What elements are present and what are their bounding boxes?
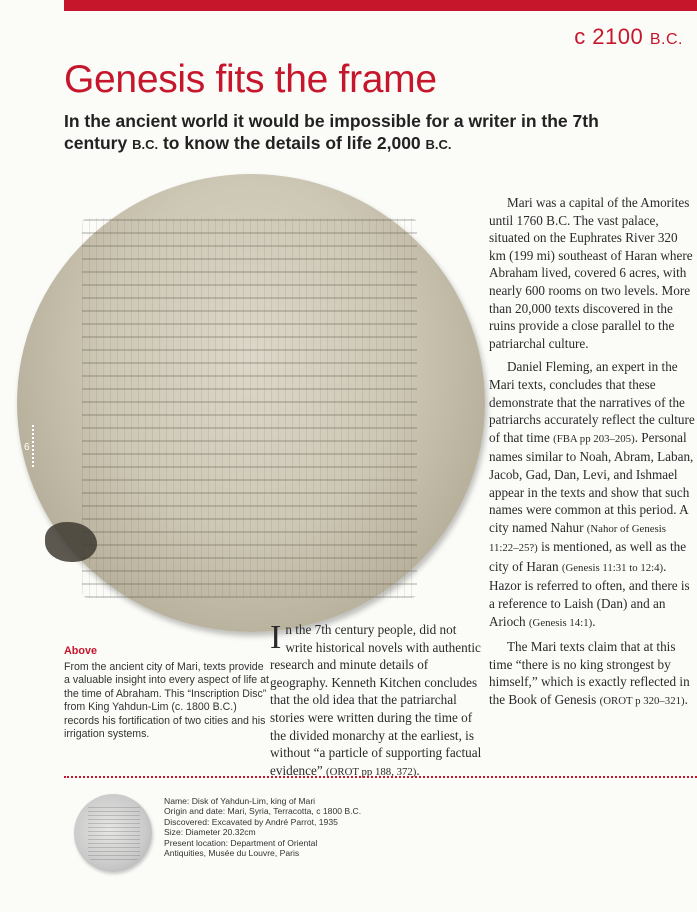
caption-text: From the ancient city of Mari, texts provide a valuable insight into every aspect of life at the time of Abraham. This “Inscription Disc” from King Yahdun-Lim (c. 1800 B.C.) records his fortification of two cities and his irrigation systems. — [64, 660, 269, 740]
era-date: c 2100 B.C. — [574, 24, 683, 49]
dotted-divider — [64, 776, 697, 778]
page-title: Genesis fits the frame — [64, 58, 437, 101]
meta-discovered: Discovered: Excavated by André Parrot, 1935 — [164, 816, 338, 827]
meta-size: Size: Diameter 20.32cm — [164, 827, 256, 838]
drop-cap: I — [270, 619, 282, 656]
image-caption — [64, 645, 269, 742]
article-column-right — [489, 194, 695, 717]
artifact-metadata — [164, 796, 484, 858]
article-paragraph-2: Daniel Fleming, an expert in the Mari texts, concludes that these demonstrate that the narratives of the patriarchs accurately reflect the culture of that time (FBA pp 203–205). Personal names similar to Noah, Abram, Laban, Jacob, Gad, Dan, Levi, and Ishmael appear in the texts and show that such names were common at this period. A city named Nahur (Nahor of Genesis 11:22–25?) is mentioned, as well as the city of Haran (Genesis 11:31 to 12:4). Hazor is referred to often, and there is a reference to Laish (Dan) and an Arioch (Genesis 14:1). — [489, 359, 695, 629]
meta-location-2: Antiquities, Musée du Louvre, Paris — [164, 848, 300, 859]
cuneiform-inscription — [82, 218, 417, 598]
article-paragraph-3: The Mari texts claim that at this time “there is no king strongest by himself,” which is exactly reflected in the Book of Genesis (OROT p 320–321). — [489, 639, 690, 708]
meta-name: Name: Disk of Yahdun-Lim, king of Mari — [164, 796, 316, 806]
page-number: 6 — [24, 442, 30, 453]
meta-origin: Origin and date: Mari, Syria, Terracotta, c 1800 B.C. — [164, 806, 362, 817]
article-column-middle — [270, 621, 482, 787]
disc-damage-mark — [45, 522, 97, 562]
intro-text: In the ancient world it would be impossible for a writer in the 7th century B.C. to know the details of life 2,000 B.C. — [64, 111, 599, 153]
page-marker-dots — [32, 425, 34, 467]
article-paragraph-middle: In the 7th century people, did not write historical novels with authentic research and minute details of geography. Kenneth Kitchen concludes that the old idea that the patriarchal stories were written during the time of the divided monarchy at the earliest, is without “a particle of supporting factual evidence” (OROT pp 188, 372). — [270, 619, 482, 778]
article-paragraph-1: Mari was a capital of the Amorites until 1760 B.C. The vast palace, situated on the Euphrates River 320 km (199 mi) southeast of Haran where Abraham lived, covered 6 acres, with nearly 600 rooms on two levels. More than 20,000 texts discovered in the ruins provide a close parallel to the patriarchal culture. — [489, 195, 693, 351]
inscription-disc-image — [17, 174, 485, 632]
meta-location-1: Present location: Department of Oriental — [164, 837, 318, 848]
caption-heading: Above — [64, 645, 97, 657]
top-accent-bar — [64, 0, 697, 11]
disc-thumbnail — [74, 794, 152, 872]
